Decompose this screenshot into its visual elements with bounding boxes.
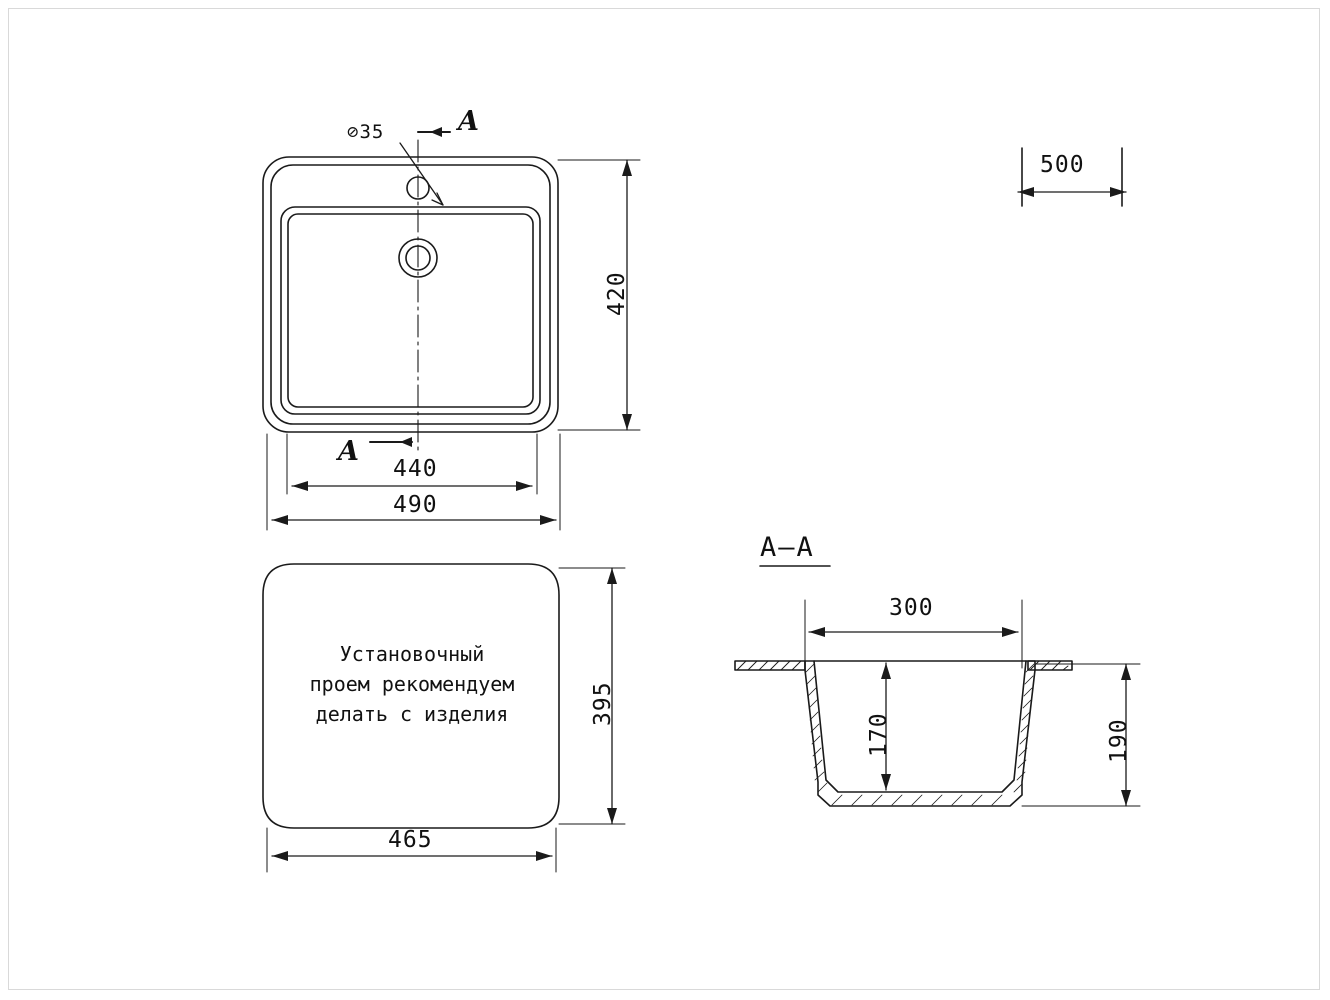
section-mark-bottom: A bbox=[338, 436, 359, 467]
section-mark-top: A bbox=[458, 106, 479, 137]
sink-outer-rim bbox=[263, 157, 558, 432]
section-arrow-bottom-head bbox=[400, 437, 412, 447]
sink-bowl-outline bbox=[281, 207, 540, 414]
dim-arrow-190-bottom bbox=[1121, 790, 1131, 806]
section-bowl-outer bbox=[805, 661, 1035, 806]
dim-arrow-500-left bbox=[1018, 187, 1034, 197]
dim-label-490: 490 bbox=[393, 492, 438, 518]
dim-label-500: 500 bbox=[1040, 152, 1085, 178]
dim-arrow-420-bottom bbox=[622, 414, 632, 430]
section-left-flange-hatch bbox=[737, 661, 801, 670]
dim-arrow-395-top bbox=[607, 568, 617, 584]
sink-rim-inner-line bbox=[271, 165, 550, 424]
dim-label-170: 170 bbox=[866, 712, 892, 757]
dim-arrow-190-top bbox=[1121, 664, 1131, 680]
cutout-note-line2: проем рекомендуем bbox=[309, 672, 515, 696]
dim-label-420: 420 bbox=[604, 271, 630, 316]
dim-arrow-420-top bbox=[622, 160, 632, 176]
sink-bowl-bottom bbox=[288, 214, 533, 407]
dim-label-440: 440 bbox=[393, 456, 438, 482]
dim-arrow-395-bottom bbox=[607, 808, 617, 824]
dim-arrow-170-bottom bbox=[881, 774, 891, 790]
dim-arrow-500-right bbox=[1110, 187, 1126, 197]
dim-label-300: 300 bbox=[889, 595, 934, 621]
dim-arrow-440-left bbox=[292, 481, 308, 491]
section-title: A–A bbox=[760, 532, 815, 563]
dim-arrow-170-top bbox=[881, 663, 891, 679]
section-hatch-bottom bbox=[832, 795, 1002, 805]
dim-arrow-465-left bbox=[272, 851, 288, 861]
cutout-note-line3: делать с изделия bbox=[315, 702, 509, 726]
dim-arrow-300-left bbox=[809, 627, 825, 637]
dim-arrow-490-left bbox=[272, 515, 288, 525]
cutout-note-line1: Установочный bbox=[339, 642, 485, 666]
dim-label-190: 190 bbox=[1106, 718, 1132, 763]
hole-leader-line bbox=[400, 143, 443, 205]
dim-label-395: 395 bbox=[590, 681, 616, 726]
section-left-flange bbox=[735, 661, 805, 670]
dim-arrow-300-right bbox=[1002, 627, 1018, 637]
section-arrow-top-head bbox=[430, 127, 442, 137]
dim-label-465: 465 bbox=[388, 827, 433, 853]
dim-arrow-490-right bbox=[540, 515, 556, 525]
section-bowl-inner bbox=[814, 661, 1026, 792]
hole-diameter-label: ⊘35 bbox=[347, 121, 385, 143]
cutout-note bbox=[283, 639, 541, 729]
dim-arrow-440-right bbox=[516, 481, 532, 491]
dim-arrow-465-right bbox=[536, 851, 552, 861]
